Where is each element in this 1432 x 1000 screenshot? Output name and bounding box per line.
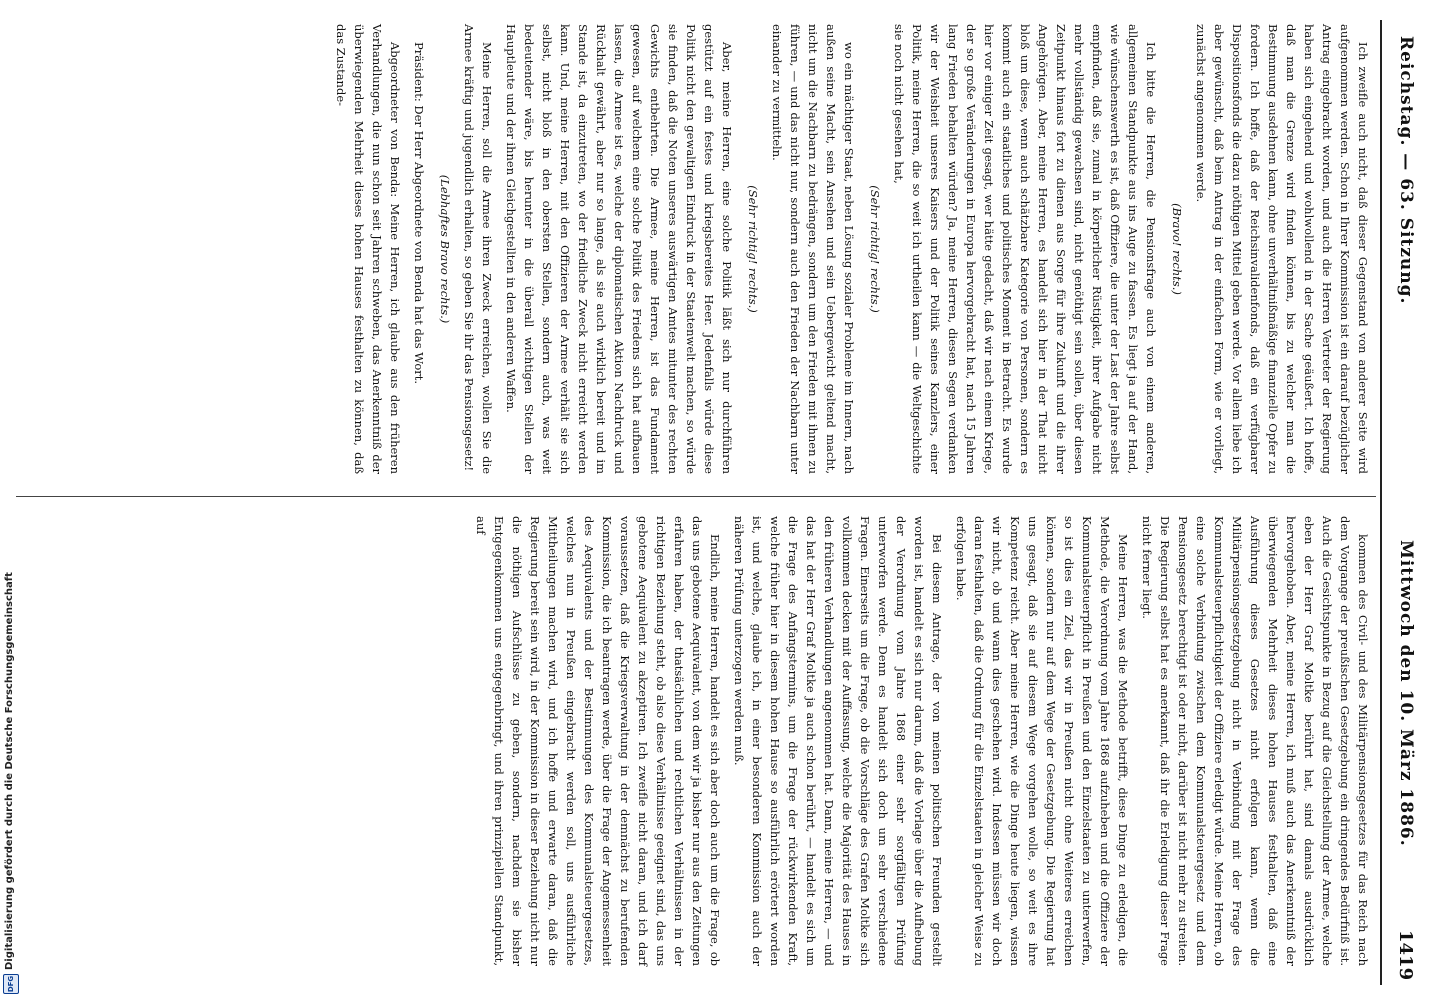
stage-direction: (Sehr richtig! rechts.) xyxy=(868,185,882,313)
dfg-logo: DFG xyxy=(3,974,19,994)
column-divider xyxy=(16,496,1376,497)
paragraph: kommen des Civil- und des Militärpensionsgesetzes für das Reich nach dem Vorgange der preußischen Gesetzgebung ein dringendes Bedürfniß ist. Auch die Gesichtspunkte in Bezug auf die Gleichstellung der Armee, welche eben der Herr Graf Moltke berührt hat, sind damals ausdrücklich hervorgehoben. Aber, meine Herren, ich muß auch das Anerkenntniß der überwiegenden Mehrheit dieses hohen Hauses festhalten, daß eine Ausführung dieses Gesetzes nicht erfolgen kann, wenn die Militärpensionsgesetzgebung nicht in Verbindung mit der Frage des Kommunalsteuerpflichtigkeit der Offiziere erledigt würde. Meine Herren, ob eine solche Verbindung zwischen dem Kommunalsteuergesetz und dem Pensionsgesetz berechtigt ist oder nicht, darüber ist nicht mehr zu streiten. Die Regierung selbst hat es anerkannt, daß ihr die Erledigung dieser Frage nicht ferner liegt. xyxy=(1140,516,1370,966)
paragraph: Ich bitte die Herren, die Pensionsfrage auch von einem anderen, allgemeinen Standpunkte aus ins Auge zu fassen. Es liegt ja auf der Hand, wie wünschenswerth es ist, daß Offiziere, die unter der Last der Jahre selbst empfinden, daß sie, zumal in körperlicher Rüstigkeit, ihrer Aufgabe nicht mehr vollständig gewachsen sind, nicht genöthigt sein sollen, über diesen Zeitpunkt hinaus fort zu dienen aus Sorge für ihre Zukunft und die ihrer Angehörigen. Aber, meine Herren, es handelt sich hier in der That nicht bloß um diese, wenn auch schätzbare Kategorie von Personen, sondern es kommt auch ein staatliches und politisches Moment in Betracht. Es wurde hier vor einiger Zeit gesagt, wer hätte gedacht, daß wir nach einem Kriege, der so große Veränderungen in Europa hervorgebracht hat, nach 15 Jahren lang Frieden behalten würden? Ja, meine Herren, diesen Segen verdanken wir der Weisheit unseres Kaisers und der Politik seines Kanzlers, einer Politik, meine Herren, die so weit ich urtheilen kann — die Weltgeschichte sie noch nicht gesehen hat, xyxy=(892,24,1158,474)
page-header xyxy=(1384,0,1424,1000)
footer-vertical xyxy=(0,0,20,1000)
president-line: Präsident: Der Herr Abgeordnete von Benda hat das Wort. xyxy=(412,42,426,385)
header-rule xyxy=(1380,20,1382,985)
header-left-title: Reichstag. — 63. Sitzung. xyxy=(1396,36,1416,305)
paragraph: Endlich, meine Herren, handelt es sich aber doch auch um die Frage, ob das uns gebotene Aequivalent, von dem wir ja bisher nur aus den Zeitungen erfahren haben, der thatsächlichen und rechtlichen Verhältnissen in der richtigen Beziehung steht, ob also diese Verhältnisse geeignet sind, das uns gebotene Aequivalent zu akzeptiren. Ich zweifle nicht daran, und ich darf voraussetzen, daß die Kriegsverwaltung in der demnächst zu berufenden Kommission, die ich beantragen werde, über die Frage der Angemessenheit des Aequivalents und der Bestimmungen des Kommunalsteuergesetzes, welches nun in Preußen eingebracht werden soll, uns ausführliche Mittheilungen machen wird, und ich hoffe und erwarte daran, daß die Regierung bereit sein wird, in der Kommission in dieser Beziehung nicht nur die nöthigen Aufschlüsse zu geben, sondern, nachdem sie bisher Entgegenkommen uns entgegenbringt, und ihren prinzipiellen Standpunkt, auf xyxy=(474,516,722,966)
paragraph: Bei diesem Antrage, der von meinen politischen Freunden gestellt worden ist, handelt es sich nur darum, daß die Vorlage über die Aufhebung der Verordnung vom Jahre 1868 einer sehr sorgfältigen Prüfung unterworfen werde. Denn es handelt sich doch um sehr verschiedene Fragen. Einerseits um die Frage, ob die Vorschläge des Grafen Moltke sich vollkommen decken mit der Auffassung, welche die Majorität des Hauses in den früheren Verhandlungen angenommen hat. Dann, meine Herren, — und das hat der Herr Graf Moltke ja auch schon berührt, — handelt es sich um die Frage des Anfangstermins, um die Frage der rückwirkenden Kraft, welche früher hier in diesem hohen Hause so ausführlich erörtert worden ist, und welche, glaube ich, in einer besonderen Kommission auch der näheren Prüfung unterzogen werden muß. xyxy=(732,516,944,966)
stage-direction: (Lebhaftes Bravo rechts.) xyxy=(438,174,452,324)
page-number: 1419 xyxy=(1395,930,1416,981)
stage-direction: (Sehr richtig! rechts.) xyxy=(746,185,760,313)
paragraph: Abgeordneter von Benda: Meine Herren, ich glaube aus den früheren Verhandlungen, die nun schon seit Jahren schweben, das Anerkenntniß der überwiegenden Mehrheit dieses hohen Hauses festhalten zu können, daß das Zustande- xyxy=(334,24,402,474)
paragraph: Ich zweifle auch nicht, daß dieser Gegenstand von anderer Seite wird aufgenommen werden. Schon in Ihrer Kommission ist ein darauf bezüglicher Antrag eingebracht worden, und auch die Herren Vertreter der Regierung haben sich eingehend und wohlwollend in der Sache geäußert. Ich hoffe, daß man die Grenze wird finden können, bis zu welcher man die Bestimmung ausdehnen kann, ohne unverhältnißmäßige finanzielle Opfer zu fordern. Ich hoffe, daß der Reichsinvalidenfonds, daß ein verfügbarer Dispositionsfonds die dazu nöthigen Mittel geben werde. Vor allem liebe ich aber gewünscht, daß beim Antrag in der einfachen Form, wie er vorliegt, zunächst angenommen werde. xyxy=(1194,24,1370,474)
digitization-note: Digitalisierung gefördert durch die Deutsche Forschungsgemeinschaft xyxy=(4,572,15,970)
left-column xyxy=(326,24,1372,474)
paragraph: wo ein mächtiger Staat, neben Lösung sozialer Probleme im Innern, nach außen seine Macht, sein Ansehen und sein Uebergewicht geltend macht, nicht um die Nachbarn zu bedrängen, sondern um den Frieden mit ihnen zu führen, — und das nicht nur, sondern auch den Frieden der Nachbarn unter einander zu vermitteln. xyxy=(770,24,856,474)
paragraph: Aber, meine Herren, eine solche Politik läßt sich nur durchführen gestützt auf ein festes und kriegsbereites Heer. Jedenfalls würde diese Politik nicht den gewaltigen Eindruck in der Staatenwelt machen, so würde sie finden, daß die Noten unseres auswärtigen Amtes mitunter des rechten Gewichts entbehrten. Die Armee, meine Herren, ist das Fundament gewesen, auf welchem eine solche Politik des Friedens sich hat aufbauen lassen, die Armee ist es, welche der diplomatischen Aktion Nachdruck und Rückhalt gewährt, aber nur so lange, als sie auch wirklich bereit und im Stande ist, da einzutreten, wo der friedliche Zweck nicht erreicht werden kann. Und, meine Herren, mit den Offizieren der Armee verhält sie sich selbst, nicht bloß in den obersten Stellen, sondern auch, was weit bedeutender wäre, bis herunter in die überall wichtigen Stellen der Hauptleute und der ihnen Gleichgestellten in den anderen Waffen. xyxy=(504,24,734,474)
paragraph: Meine Herren, was die Methode betrifft, diese Dinge zu erledigen, die Methode, die Verordnung vom Jahre 1868 aufzuheben und die Offiziere der Kommunalsteuerpflicht in Preußen und den Einzelstaaten zu unterwerfen, so ist dies ein Ziel, das wir in Preußen nicht ohne Weiteres erreichen können, sondern nur auf dem Wege der Gesetzgebung. Die Regierung hat uns gesagt, daß sie auf diesem Wege vorgehen wolle, so weit es ihre Kompetenz reicht. Aber meine Herren, wie die Dinge heute liegen, wissen wir nicht, ob und wann dies geschehen wird. Indessen müssen wir doch daran festhalten, daß die Ordnung für die Einzelstaaten in gleicher Weise zu erfolgen habe. xyxy=(954,516,1130,966)
right-column xyxy=(466,516,1372,966)
header-right-title: Mittwoch den 10. März 1886. xyxy=(1396,540,1416,847)
paragraph: Meine Herren, soll die Armee ihren Zweck erreichen, wollen Sie die Armee kräftig und jugendlich erhalten, so geben Sie ihr das Pensionsgesetz! xyxy=(462,24,494,474)
stage-direction: (Bravo! rechts.) xyxy=(1170,203,1184,295)
